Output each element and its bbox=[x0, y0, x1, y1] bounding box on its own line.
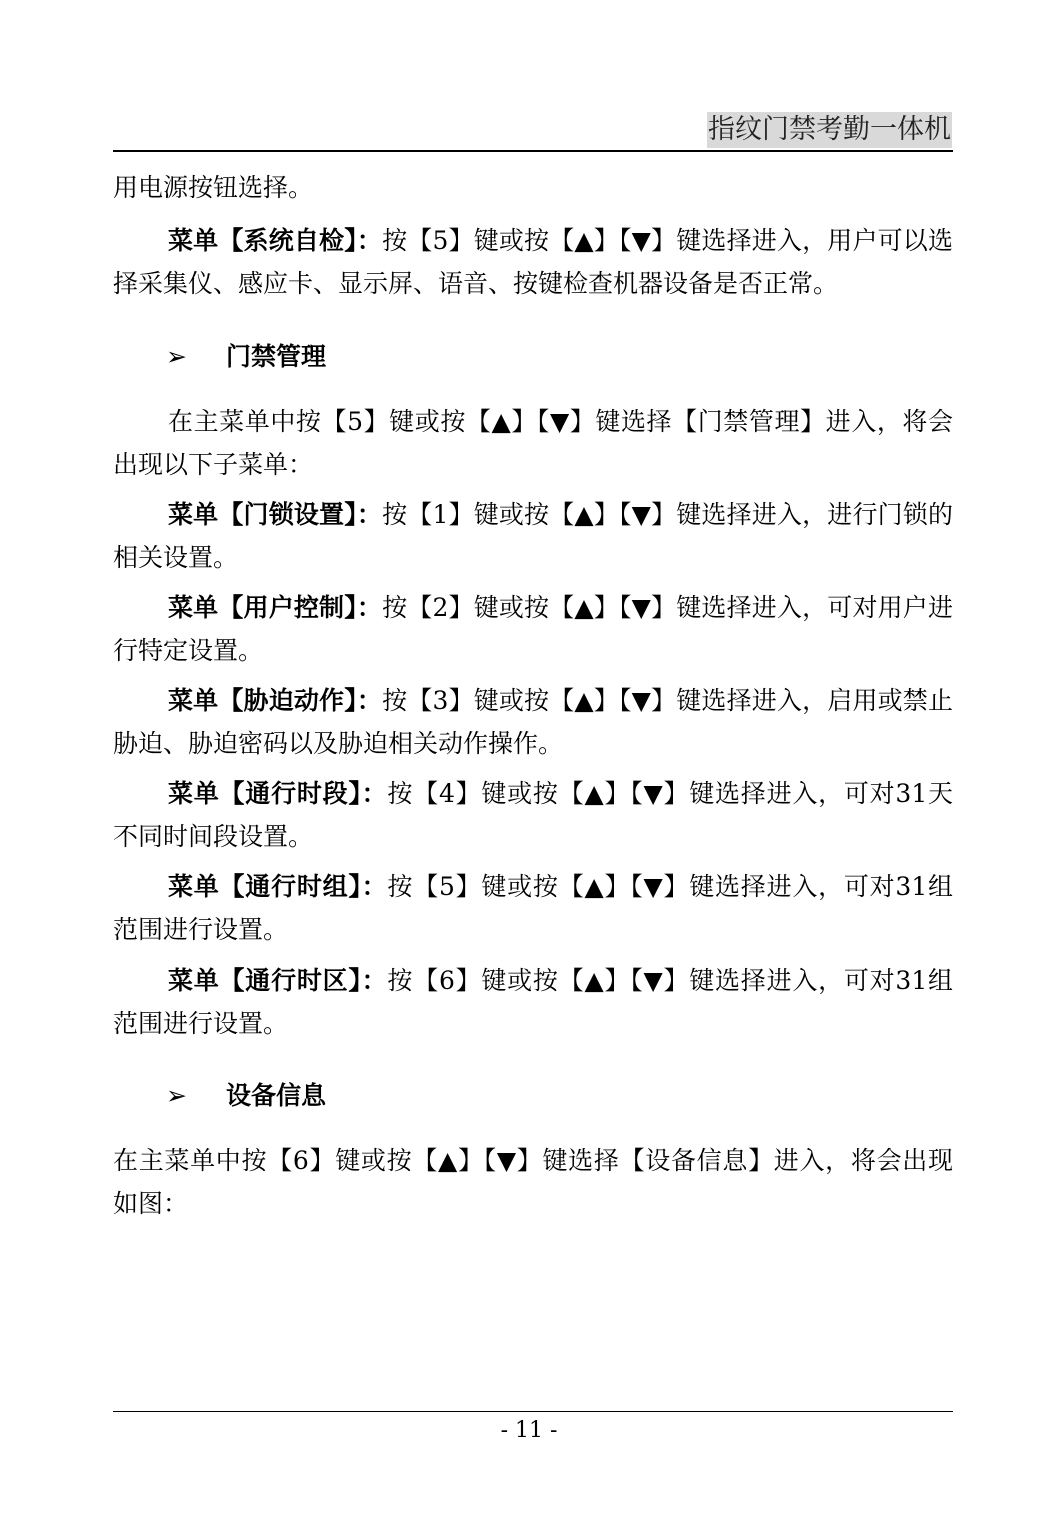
section-title: 设备信息 bbox=[226, 1081, 327, 1110]
paragraph-access-intro: 在主菜单中按【5】键或按【▲】【▼】键选择【门禁管理】进入，将会出现以下子菜单： bbox=[113, 407, 953, 479]
menu-item-time-zone bbox=[113, 959, 953, 1045]
section-heading-device-info bbox=[166, 1076, 326, 1116]
section-heading-access-control bbox=[166, 337, 326, 377]
arrow-bullet-icon: ➢ bbox=[166, 342, 187, 371]
header-title: 指纹门禁考勤一体机 bbox=[707, 112, 952, 148]
menu-label: 菜单【用户控制】： bbox=[168, 593, 383, 622]
menu-text: 按【3】键或按【▲】【▼】键选择进入，启用或禁止胁迫、胁迫密码以及胁迫相关动作操作。 bbox=[113, 686, 953, 758]
menu-item-door-lock bbox=[113, 493, 953, 579]
menu-text: 按【1】键或按【▲】【▼】键选择进入，进行门锁的相关设置。 bbox=[113, 500, 953, 572]
menu-text: 按【5】键或按【▲】【▼】键选择进入，可对31组范围进行设置。 bbox=[113, 872, 953, 944]
menu-text-self-check: 按【5】键或按【▲】【▼】键选择进入，用户可以选择采集仪、感应卡、显示屏、语音、按键检查机器设备是否正常。 bbox=[113, 226, 953, 298]
header-rule bbox=[113, 150, 953, 152]
menu-item-user-control bbox=[113, 586, 953, 672]
footer-rule bbox=[113, 1411, 953, 1412]
menu-text: 按【4】键或按【▲】【▼】键选择进入，可对31天不同时间段设置。 bbox=[113, 779, 953, 851]
menu-item-time-group bbox=[113, 865, 953, 951]
menu-label: 菜单【门锁设置】： bbox=[168, 500, 383, 529]
menu-label: 菜单【通行时组】： bbox=[168, 872, 388, 901]
menu-label-self-check: 菜单【系统自检】： bbox=[168, 226, 383, 255]
menu-label: 菜单【通行时段】： bbox=[168, 779, 388, 808]
paragraph-self-check bbox=[113, 219, 953, 305]
menu-item-time-period bbox=[113, 772, 953, 858]
section-title: 门禁管理 bbox=[226, 342, 327, 371]
menu-label: 菜单【胁迫动作】： bbox=[168, 686, 383, 715]
arrow-bullet-icon: ➢ bbox=[166, 1081, 187, 1110]
paragraph-device-info: 在主菜单中按【6】键或按【▲】【▼】键选择【设备信息】进入，将会出现如图： bbox=[113, 1146, 953, 1218]
menu-text: 按【6】键或按【▲】【▼】键选择进入，可对31组范围进行设置。 bbox=[113, 966, 953, 1038]
menu-text: 按【2】键或按【▲】【▼】键选择进入，可对用户进行特定设置。 bbox=[113, 593, 953, 665]
menu-item-duress bbox=[113, 679, 953, 765]
paragraph-power-button: 用电源按钮选择。 bbox=[113, 173, 314, 202]
menu-label: 菜单【通行时区】： bbox=[168, 966, 388, 995]
page-number: - 11 - bbox=[500, 1418, 558, 1443]
